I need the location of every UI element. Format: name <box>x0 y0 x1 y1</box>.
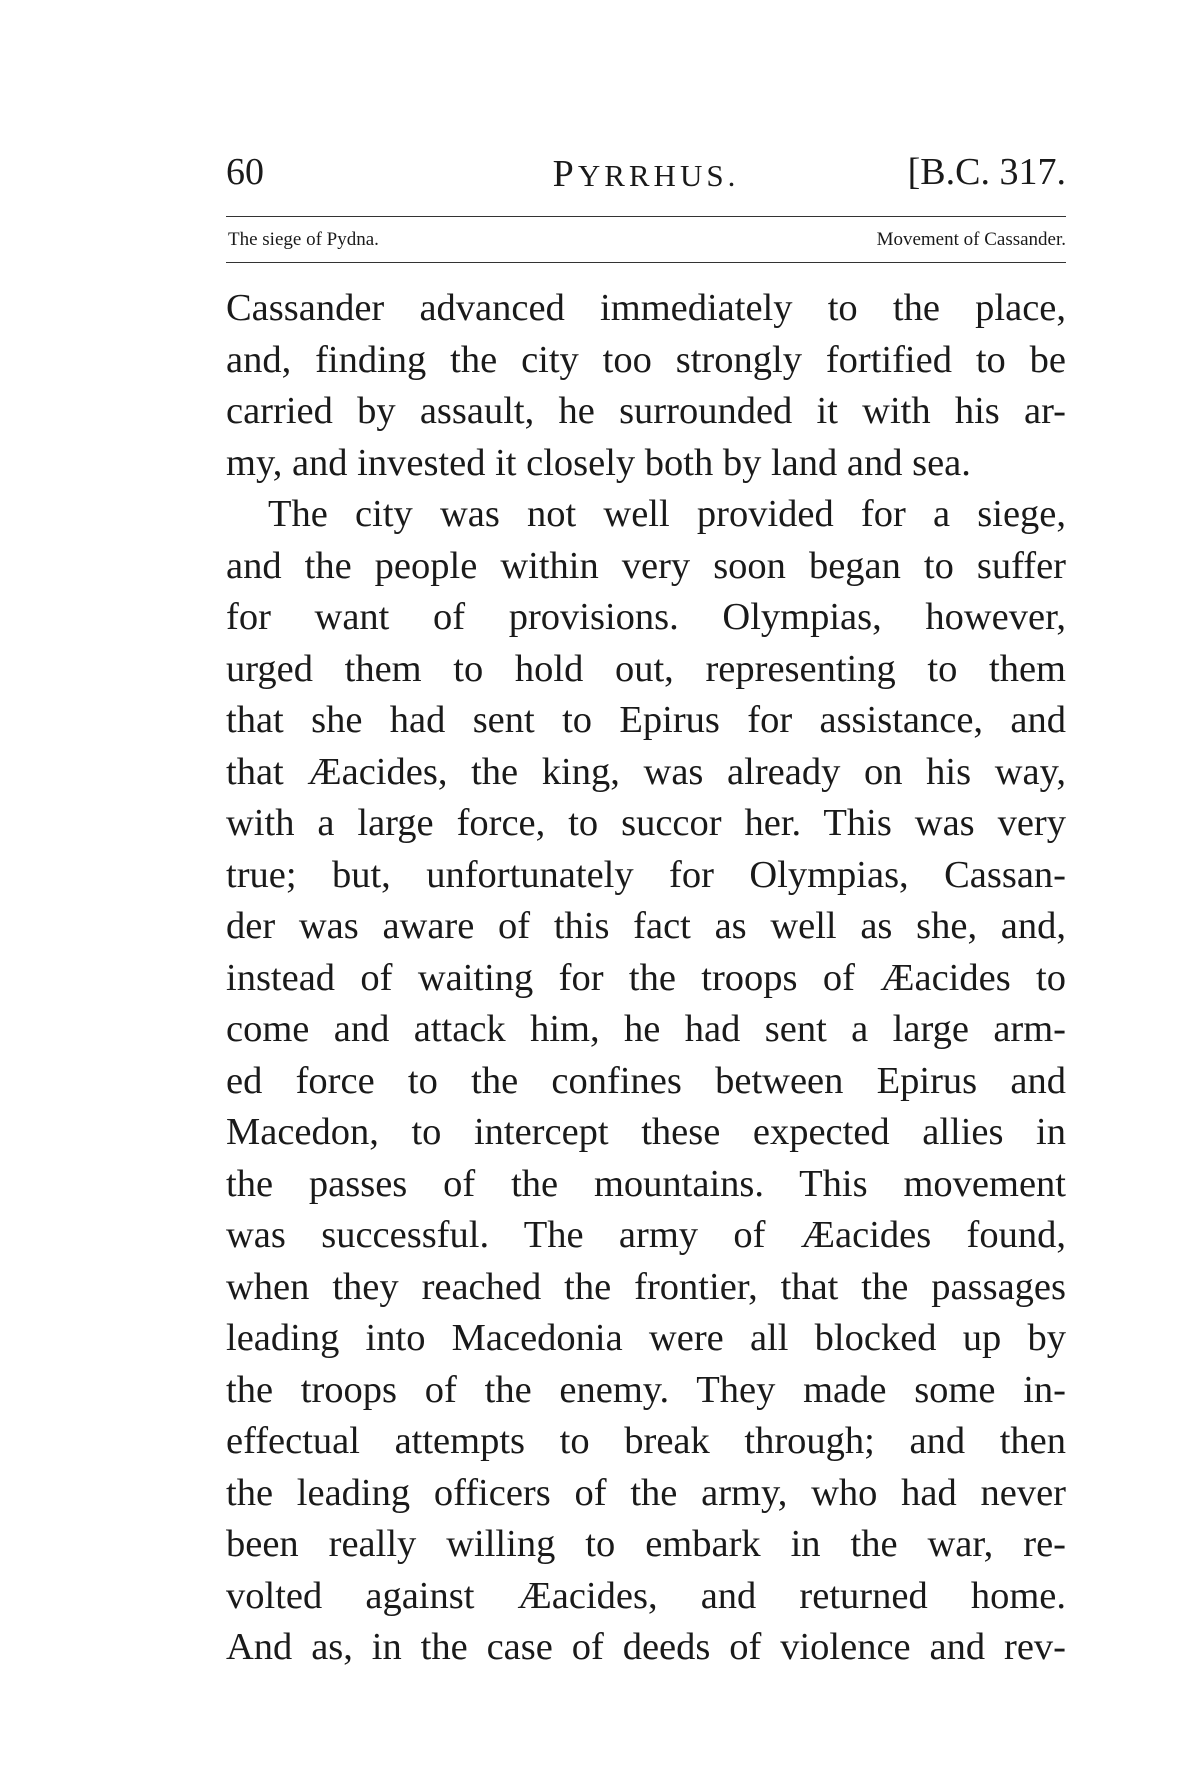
book-title-initial: P <box>552 153 578 195</box>
page-number: 60 <box>226 151 264 193</box>
text-line: and, finding the city too strongly fortified to be <box>226 338 1066 381</box>
text-line: Cassander advanced immediately to the place, <box>226 287 1066 329</box>
text-line: The city was not well provided for a siege, <box>268 493 1066 535</box>
text-line: and the people within very soon began to suffer <box>226 544 1066 587</box>
text-line: the leading officers of the army, who had never <box>226 1471 1066 1514</box>
text-line: effectual attempts to break through; and then <box>226 1420 1066 1462</box>
text-line: der was aware of this fact as well as she, and, <box>226 905 1066 947</box>
text-line: urged them to hold out, representing to them <box>226 647 1066 690</box>
text-line: ed force to the confines between Epirus and <box>226 1059 1066 1102</box>
subhead-left: The siege of Pydna. <box>228 229 379 250</box>
text-line: the troops of the enemy. They made some in- <box>226 1368 1066 1411</box>
text-line: with a large force, to succor her. This was very <box>226 802 1066 844</box>
text-line: Macedon, to intercept these expected allies in <box>226 1111 1066 1153</box>
header-rule-bottom <box>226 262 1066 263</box>
text-line: that Æacides, the king, was already on his way, <box>226 750 1066 793</box>
header-rule-top <box>226 216 1066 217</box>
text-line: been really willing to embark in the war, re- <box>226 1523 1066 1565</box>
text-line: was successful. The army of Æacides found, <box>226 1214 1066 1256</box>
text-line: leading into Macedonia were all blocked up by <box>226 1317 1066 1359</box>
subhead-right: Movement of Cassander. <box>876 229 1066 250</box>
book-title-rest: YRRHUS. <box>577 158 740 193</box>
text-line: my, and invested it closely both by land and sea. <box>226 441 971 484</box>
running-head <box>226 148 1066 196</box>
side-headings <box>226 224 1066 256</box>
text-line: true; but, unfortunately for Olympias, Cassan- <box>226 853 1066 896</box>
text-line: instead of waiting for the troops of Æacides to <box>226 956 1066 999</box>
text-line: come and attack him, he had sent a large arm- <box>226 1008 1066 1050</box>
text-line: volted against Æacides, and returned home. <box>226 1574 1066 1617</box>
text-line: for want of provisions. Olympias, however, <box>226 596 1066 638</box>
text-line: carried by assault, he surrounded it with his ar- <box>226 390 1066 432</box>
text-line: the passes of the mountains. This movement <box>226 1162 1066 1205</box>
text-line: that she had sent to Epirus for assistance, and <box>226 699 1066 741</box>
body-text <box>226 283 1066 1674</box>
text-line: when they reached the frontier, that the passages <box>226 1265 1066 1308</box>
text-line: And as, in the case of deeds of violence and rev- <box>226 1626 1066 1668</box>
date-heading: [B.C. 317. <box>907 151 1066 193</box>
